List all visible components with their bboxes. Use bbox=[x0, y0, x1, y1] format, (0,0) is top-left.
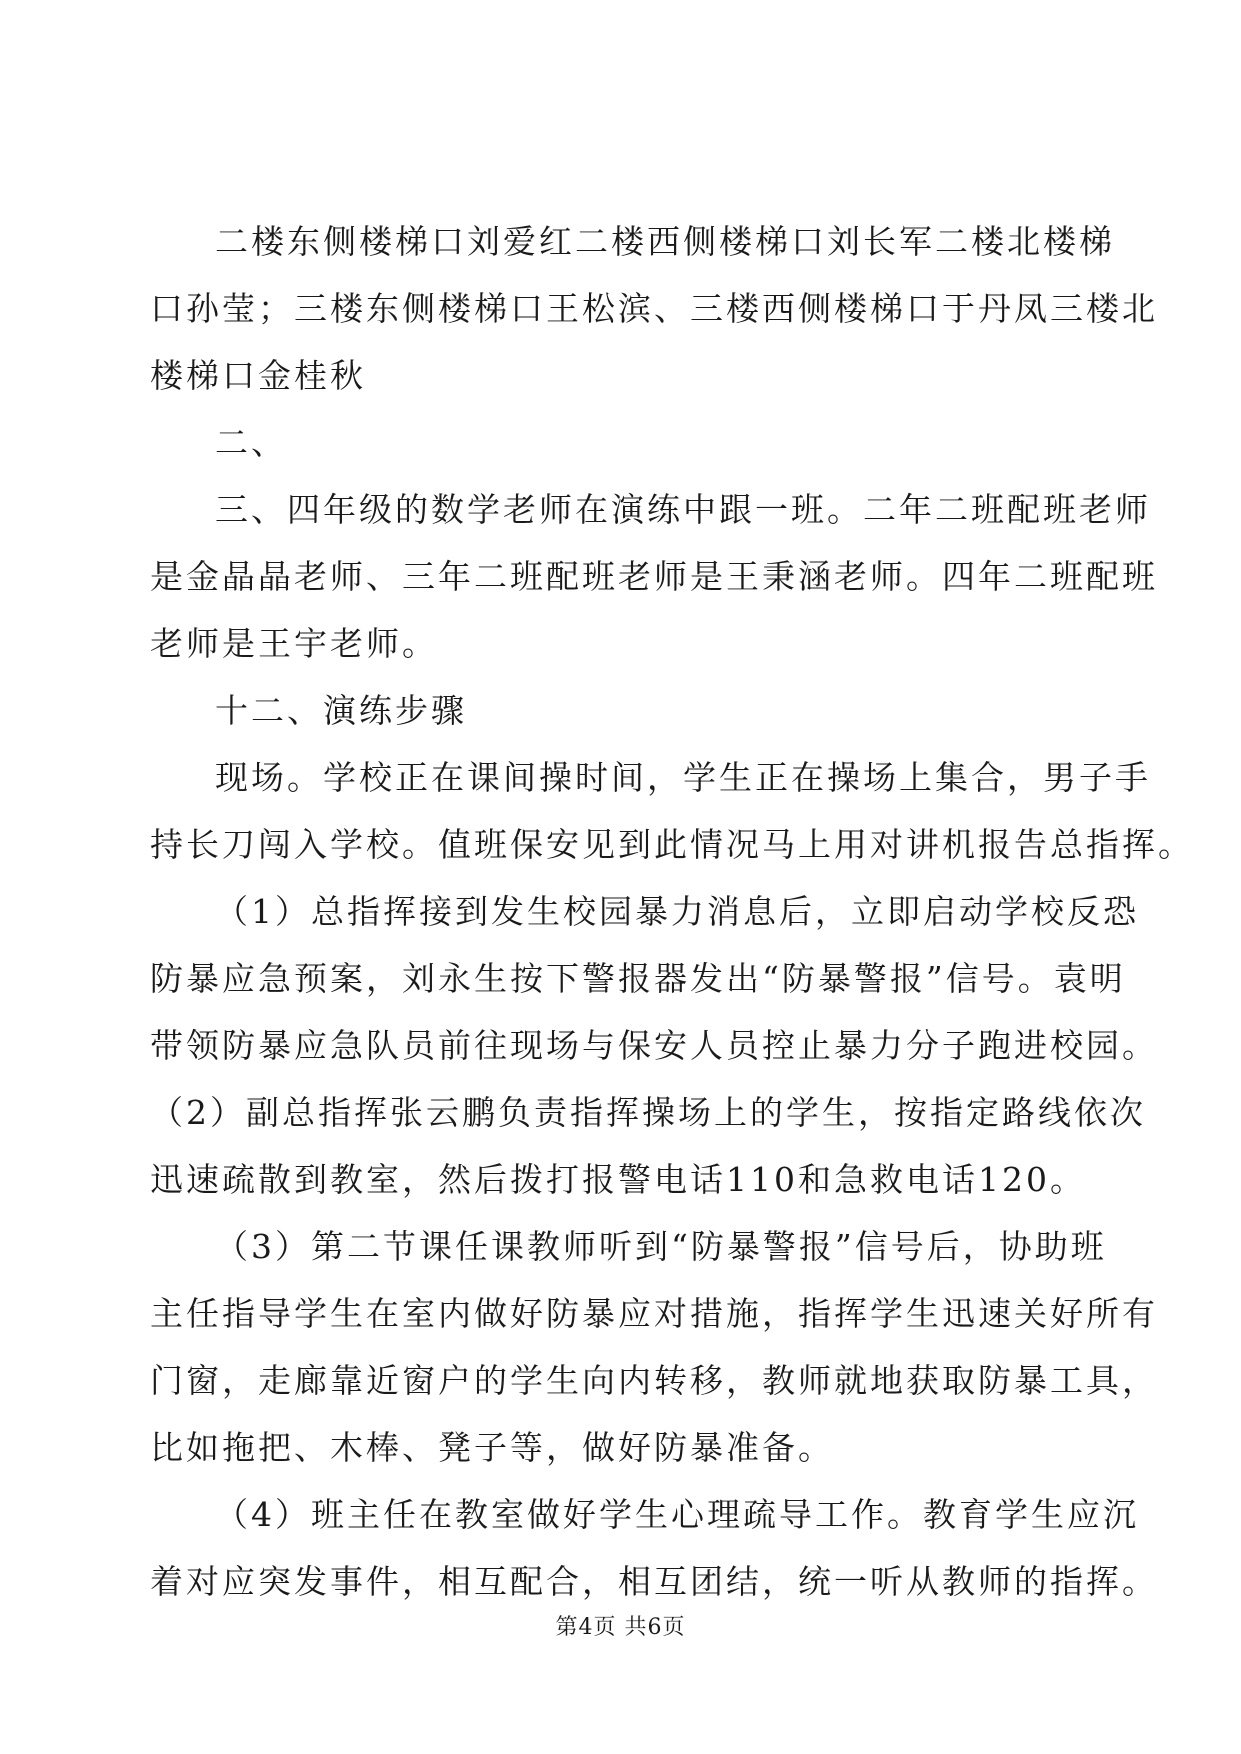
paragraph-line: （4）班主任在教室做好学生心理疏导工作。教育学生应沉 bbox=[215, 1495, 1139, 1534]
paragraph-line: 主任指导学生在室内做好防暴应对措施，指挥学生迅速关好所有 bbox=[150, 1294, 1158, 1333]
paragraph-line: 防暴应急预案，刘永生按下警报器发出“防暴警报”信号。袁明 bbox=[150, 959, 1126, 998]
section-heading: 十二、演练步骤 bbox=[215, 691, 467, 730]
paragraph-line: 是金晶晶老师、三年二班配班老师是王秉涵老师。四年二班配班 bbox=[150, 557, 1158, 596]
paragraph-line: 着对应突发事件，相互配合，相互团结，统一听从教师的指挥。 bbox=[150, 1562, 1158, 1601]
paragraph-line: 口孙莹；三楼东侧楼梯口王松滨、三楼西侧楼梯口于丹凤三楼北 bbox=[150, 289, 1158, 328]
paragraph-line: 持长刀闯入学校。值班保安见到此情况马上用对讲机报告总指挥。 bbox=[150, 825, 1194, 864]
paragraph-line: 楼梯口金桂秋 bbox=[150, 356, 366, 395]
paragraph-line: 带领防暴应急队员前往现场与保安人员控止暴力分子跑进校园。 bbox=[150, 1026, 1158, 1065]
paragraph-line: 比如拖把、木棒、凳子等，做好防暴准备。 bbox=[150, 1428, 834, 1467]
paragraph-line: 三、四年级的数学老师在演练中跟一班。二年二班配班老师 bbox=[215, 490, 1151, 529]
paragraph-line: （1）总指挥接到发生校园暴力消息后，立即启动学校反恐 bbox=[215, 892, 1139, 931]
paragraph-line: 迅速疏散到教室，然后拨打报警电话110和急救电话120。 bbox=[150, 1160, 1086, 1199]
paragraph-line: 二楼东侧楼梯口刘爱红二楼西侧楼梯口刘长军二楼北楼梯 bbox=[215, 222, 1115, 261]
paragraph-line: 现场。学校正在课间操时间，学生正在操场上集合，男子手 bbox=[215, 758, 1151, 797]
paragraph-line: 门窗，走廊靠近窗户的学生向内转移，教师就地获取防暴工具， bbox=[150, 1361, 1158, 1400]
paragraph-line: （3）第二节课任课教师听到“防暴警报”信号后，协助班 bbox=[215, 1227, 1107, 1266]
section-heading: 二、 bbox=[215, 423, 287, 462]
paragraph-line: （2）副总指挥张云鹏负责指挥操场上的学生，按指定路线依次 bbox=[150, 1093, 1146, 1132]
page-number-footer: 第4页 共6页 bbox=[555, 1615, 686, 1640]
paragraph-line: 老师是王宇老师。 bbox=[150, 624, 438, 663]
